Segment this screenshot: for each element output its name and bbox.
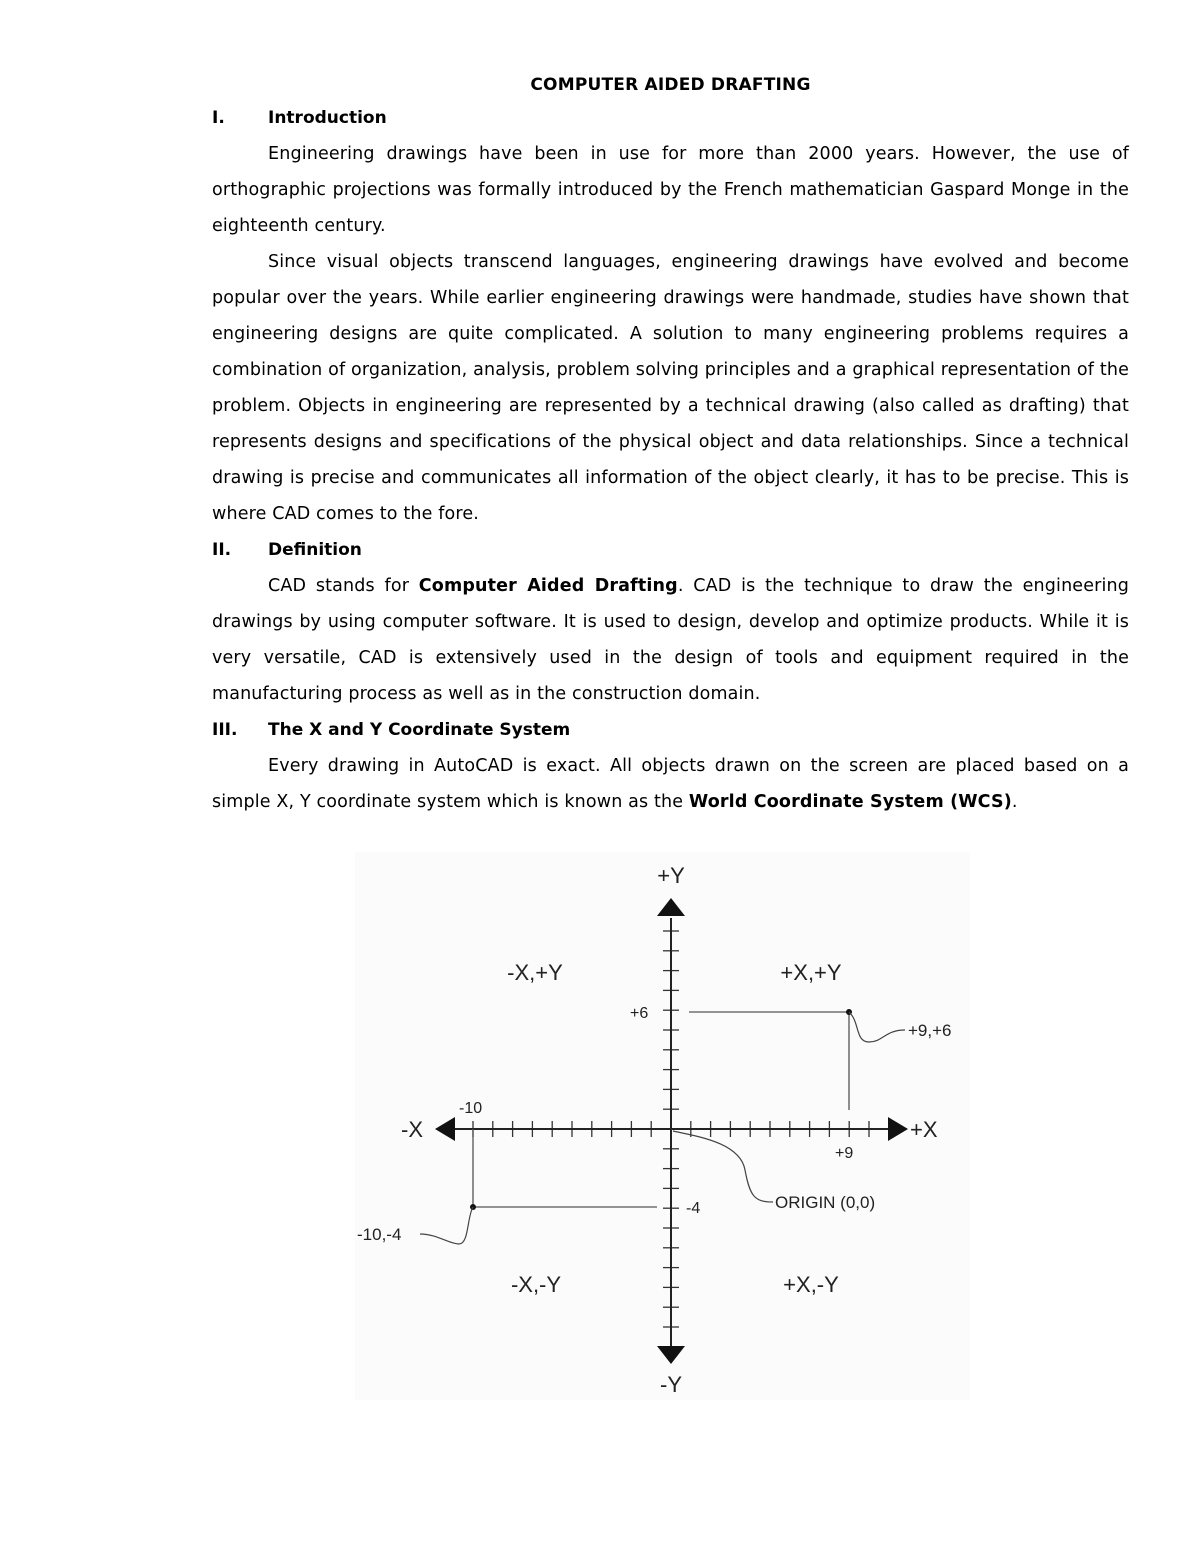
tick-label-plus9: +9 <box>835 1145 854 1162</box>
coordinate-diagram-svg <box>355 852 970 1400</box>
coordinate-text-start: Every drawing in AutoCAD is exact. All objects drawn on the screen are placed based on a simple X, Y coordinate system which is known as the <box>212 756 1129 812</box>
definition-text-rest: . CAD is the technique to draw the engineering drawings by using computer software. It is used to design, develop and optimize products. While it is very versatile, CAD is extensively used in the design of tools and equipment required in the manufacturing process as well as in the construction domain. <box>212 576 1129 704</box>
intro-paragraph-1: Engineering drawings have been in use for more than 2000 years. However, the use of orthographic projections was formally introduced by the French mathematician Gaspard Monge in the eighteenth century. <box>212 144 1129 236</box>
tick-label-minus10: -10 <box>459 1100 483 1117</box>
section-number: II. <box>212 540 232 560</box>
pos-y-label: +Y <box>657 863 685 888</box>
quadrant-1-label: +X,+Y <box>780 960 842 985</box>
coordinate-text-end: . <box>1011 792 1018 812</box>
section-heading-introduction <box>212 100 1129 136</box>
tick-label-minus4: -4 <box>686 1200 701 1217</box>
wcs-term: World Coordinate System (WCS) <box>688 792 1012 812</box>
quadrant-4-label: +X,-Y <box>783 1272 839 1297</box>
cad-term: Computer Aided Drafting <box>418 576 678 596</box>
section-title: Introduction <box>268 108 387 128</box>
section-title: The X and Y Coordinate System <box>268 720 571 740</box>
coordinate-paragraph <box>212 748 1129 820</box>
document-page <box>212 70 1129 820</box>
point-2-label: -10,-4 <box>357 1225 402 1244</box>
intro-paragraph-2: Since visual objects transcend languages, engineering drawings have evolved and become popular over the years. While earlier engineering drawings were handmade, studies have shown that engineering designs are quite complicated. A solution to many engineering problems requires a combination of organization, analysis, problem solving principles and a graphical representation of the problem. Objects in engineering are represented by a technical drawing (also called as drafting) that represents designs and specifications of the physical object and data relationships. Since a technical drawing is precise and communicates all information of the object clearly, it has to be precise. This is where CAD comes to the fore. <box>212 252 1129 524</box>
origin-label: ORIGIN (0,0) <box>775 1193 876 1212</box>
definition-text-start: CAD stands for <box>268 576 419 596</box>
neg-x-label: -X <box>401 1117 423 1142</box>
definition-paragraph <box>212 568 1129 712</box>
tick-label-plus6: +6 <box>630 1005 649 1022</box>
section-number: I. <box>212 108 225 128</box>
quadrant-3-label: -X,-Y <box>510 1272 562 1297</box>
section-number: III. <box>212 720 238 740</box>
section-heading-definition <box>212 532 1129 568</box>
point-1-label: +9,+6 <box>908 1021 952 1040</box>
page-title: COMPUTER AIDED DRAFTING <box>530 75 811 95</box>
section-title: Definition <box>268 540 362 560</box>
coordinate-system-diagram <box>355 852 970 1400</box>
quadrant-2-label: -X,+Y <box>507 960 563 985</box>
section-heading-coordinate-system <box>212 712 1129 748</box>
neg-y-label: -Y <box>660 1372 682 1397</box>
pos-x-label: +X <box>910 1117 938 1142</box>
